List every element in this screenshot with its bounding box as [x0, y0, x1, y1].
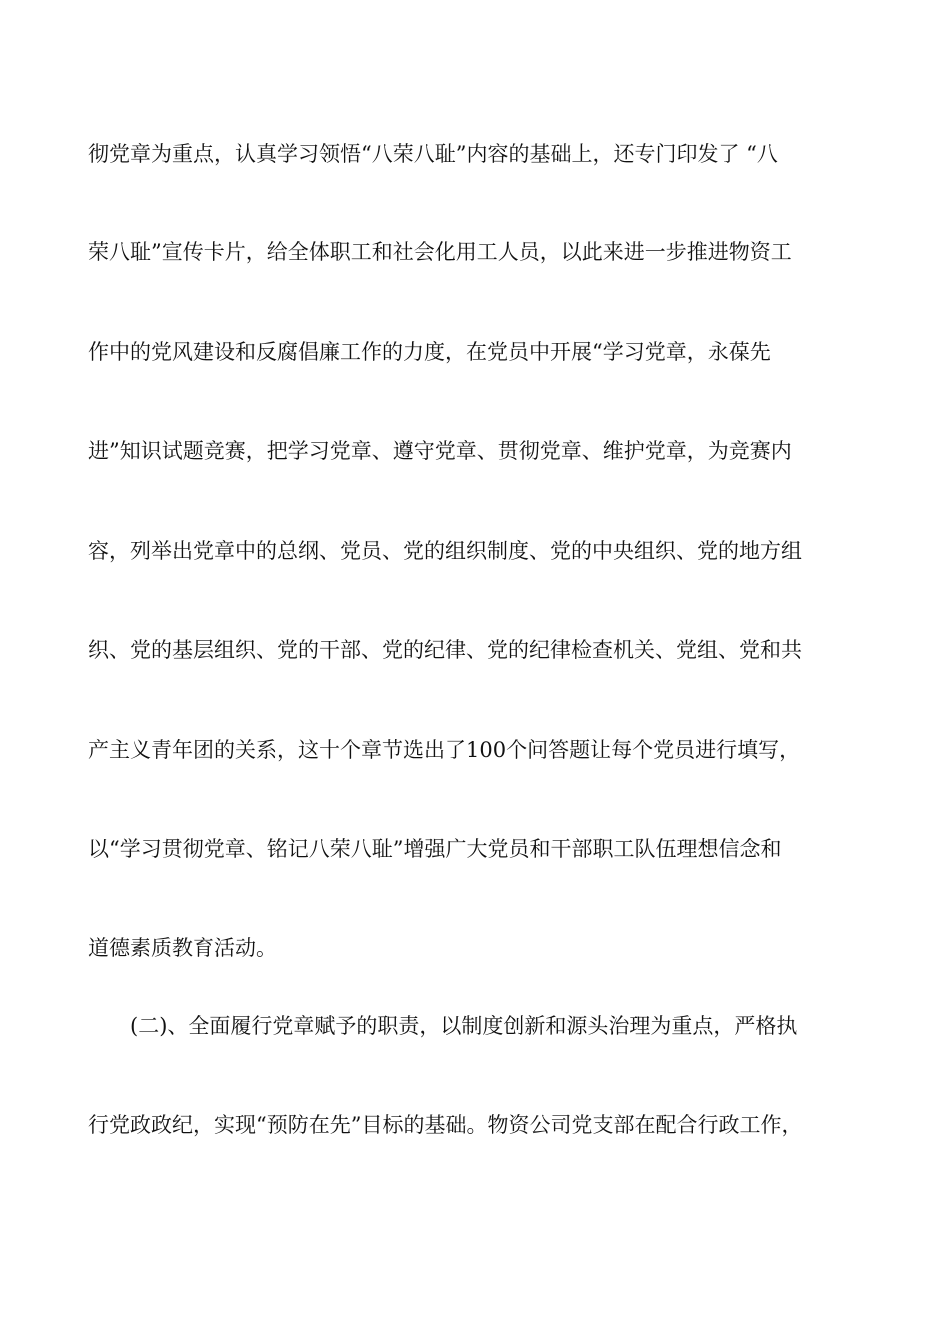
paragraph-line: 行党政政纪，实现“预防在先”目标的基础。物资公司党支部在配合行政工作， — [88, 1113, 803, 1137]
section-heading-line: (二)、全面履行党章赋予的职责，以制度创新和源头治理为重点，严格执 — [130, 1014, 798, 1038]
paragraph-line: 彻党章为重点，认真学习领悟“八荣八耻”内容的基础上，还专门印发了 “八 — [88, 142, 778, 166]
paragraph-line: 进”知识试题竞赛，把学习党章、遵守党章、贯彻党章、维护党章，为竞赛内 — [88, 439, 792, 463]
paragraph-line: 作中的党风建设和反腐倡廉工作的力度，在党员中开展“学习党章，永葆先 — [88, 340, 771, 364]
paragraph-line: 织、党的基层组织、党的干部、党的纪律、党的纪律检查机关、党组、党和共 — [88, 638, 802, 662]
paragraph-line: 荣八耻”宣传卡片，给全体职工和社会化用工人员，以此来进一步推进物资工 — [88, 240, 792, 264]
paragraph-line: 产主义青年团的关系，这十个章节选出了100个问答题让每个党员进行填写， — [88, 738, 801, 762]
paragraph-line: 道德素质教育活动。 — [88, 936, 277, 960]
paragraph-line: 以“学习贯彻党章、铭记八荣八耻”增强广大党员和干部职工队伍理想信念和 — [88, 837, 782, 861]
paragraph-line: 容，列举出党章中的总纲、党员、党的组织制度、党的中央组织、党的地方组 — [88, 539, 802, 563]
